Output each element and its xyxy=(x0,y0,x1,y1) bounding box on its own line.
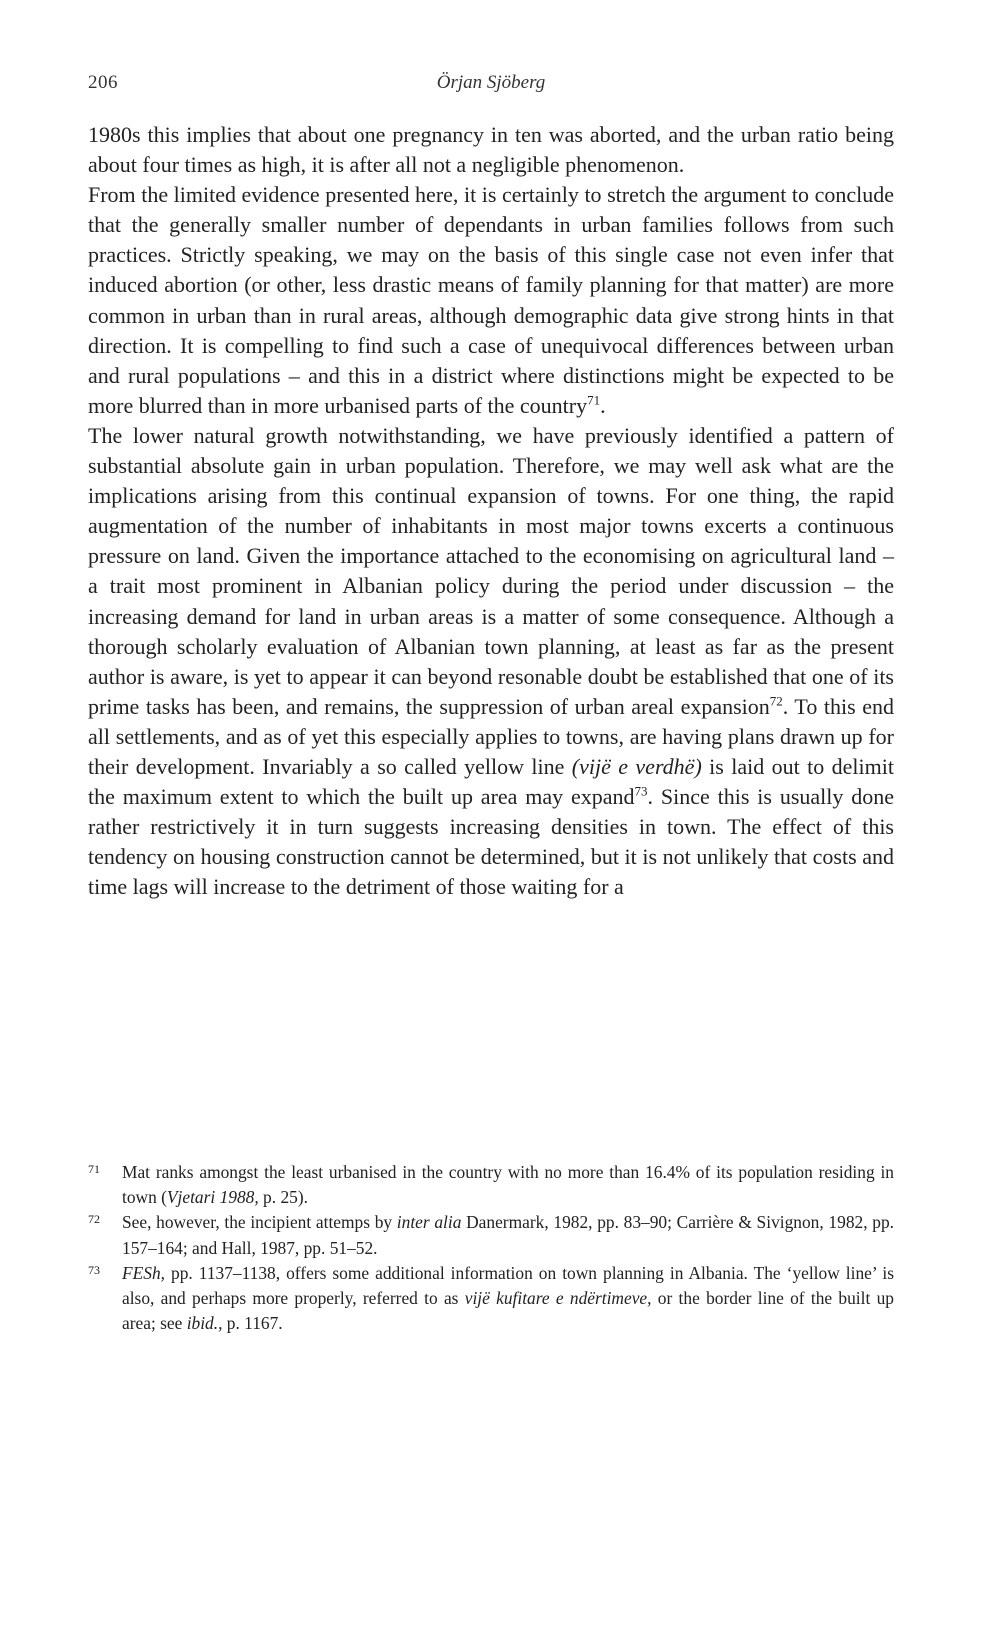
footnote-text: p. 25). xyxy=(258,1187,308,1208)
footnote-text: pp. 1137–1138, offers some additional information on town planning in Albania. The ‘yellow line’ is also, and perhaps more properly, referred to as xyxy=(122,1262,894,1309)
albanian-term: (vijë e verdhë) xyxy=(571,753,702,779)
footnote-text: Mat ranks amongst the least urbanised in the country with no more than 16.4% of its population residing in town ( xyxy=(122,1162,894,1208)
footnote-ref-72[interactable]: 72 xyxy=(769,693,783,709)
paragraph-3-text-b: . To this end all settlements, and as of yet this especially applies to towns, are having plans drawn up for their development. Invariably a so called yellow line xyxy=(88,693,894,779)
footnote-ref-73[interactable]: 73 xyxy=(634,783,648,799)
paragraph-2 xyxy=(88,180,894,421)
footnote-number: 71 xyxy=(88,1162,100,1176)
footnote-71 xyxy=(88,1160,894,1210)
paragraph-3-text-d: . Since this is usually done rather restrictively it in turn suggests increasing densities in town. The effect of this tendency on housing construction cannot be determined, but it is not unlikely that costs and time lags will increase to the detriment of those waiting for a xyxy=(88,784,894,900)
page-number: 206 xyxy=(88,72,118,93)
paragraph-1-text: 1980s this implies that about one pregnancy in ten was aborted, and the urban ratio being about four times as high, it is after all not a negligible phenomenon. xyxy=(88,122,894,178)
paragraph-3 xyxy=(88,421,894,903)
footnotes xyxy=(88,1160,894,1336)
footnote-citation: ibid., xyxy=(186,1313,223,1334)
book-page xyxy=(88,72,894,1572)
running-head xyxy=(88,72,894,106)
footnote-citation: Vjetari 1988, xyxy=(166,1187,259,1208)
footnote-ref-71[interactable]: 71 xyxy=(587,392,601,408)
paragraph-3-text-a: The lower natural growth notwithstanding, we have previously identified a pattern of substantial absolute gain in urban population. Therefore, we may well ask what are the implications arising from this continual expansion of towns. For one thing, the rapid augmentation of the number of inhabitants in most major towns excerts a continuous pressure on land. Given the importance attached to the economising on agricultural land – a trait most prominent in Albanian policy during the period under discussion – the increasing demand for land in urban areas is a matter of some consequence. Although a thorough scholarly evaluation of Albanian town planning, at least as far as the present author is aware, is yet to appear it can beyond resonable doubt be established that one of its prime tasks has been, and remains, the suppression of urban areal expansion xyxy=(88,422,894,719)
running-title: Örjan Sjöberg xyxy=(436,72,546,93)
paragraph-3-text-c: is laid out to delimit the maximum extent to which the built up area may expand xyxy=(88,753,894,810)
footnote-citation: FESh, xyxy=(122,1262,165,1283)
footnote-text: or the border line of the built up area; see xyxy=(122,1288,894,1334)
footnote-text: p. 1167. xyxy=(222,1313,283,1334)
footnote-term: vijë kufitare e ndërtimeve, xyxy=(464,1288,652,1309)
footnote-72 xyxy=(88,1210,894,1260)
footnote-73 xyxy=(88,1261,894,1337)
footnote-text: Danermark, 1982, pp. 83–90; Carrière & Sivignon, 1982, pp. 157–164; and Hall, 1987, pp. 51–52. xyxy=(122,1212,894,1258)
paragraph-1 xyxy=(88,120,894,180)
body-text xyxy=(88,120,894,902)
footnote-text: See, however, the incipient attemps by xyxy=(122,1212,397,1233)
paragraph-2-end: . xyxy=(600,392,606,418)
paragraph-2-text: From the limited evidence presented here, it is certainly to stretch the argument to conclude that the generally smaller number of dependants in urban families follows from such practices. Strictly speaking, we may on the basis of this single case not even infer that induced abortion (or other, less drastic means of family planning for that matter) are more common in urban than in rural areas, although demographic data give strong hints in that direction. It is compelling to find such a case of unequivocal differences between urban and rural populations – and this in a district where distinctions might be expected to be more blurred than in more urbanised parts of the country xyxy=(88,182,894,418)
footnote-number: 73 xyxy=(88,1262,100,1277)
footnote-italic: inter alia xyxy=(396,1212,462,1233)
footnote-number: 72 xyxy=(88,1212,100,1227)
